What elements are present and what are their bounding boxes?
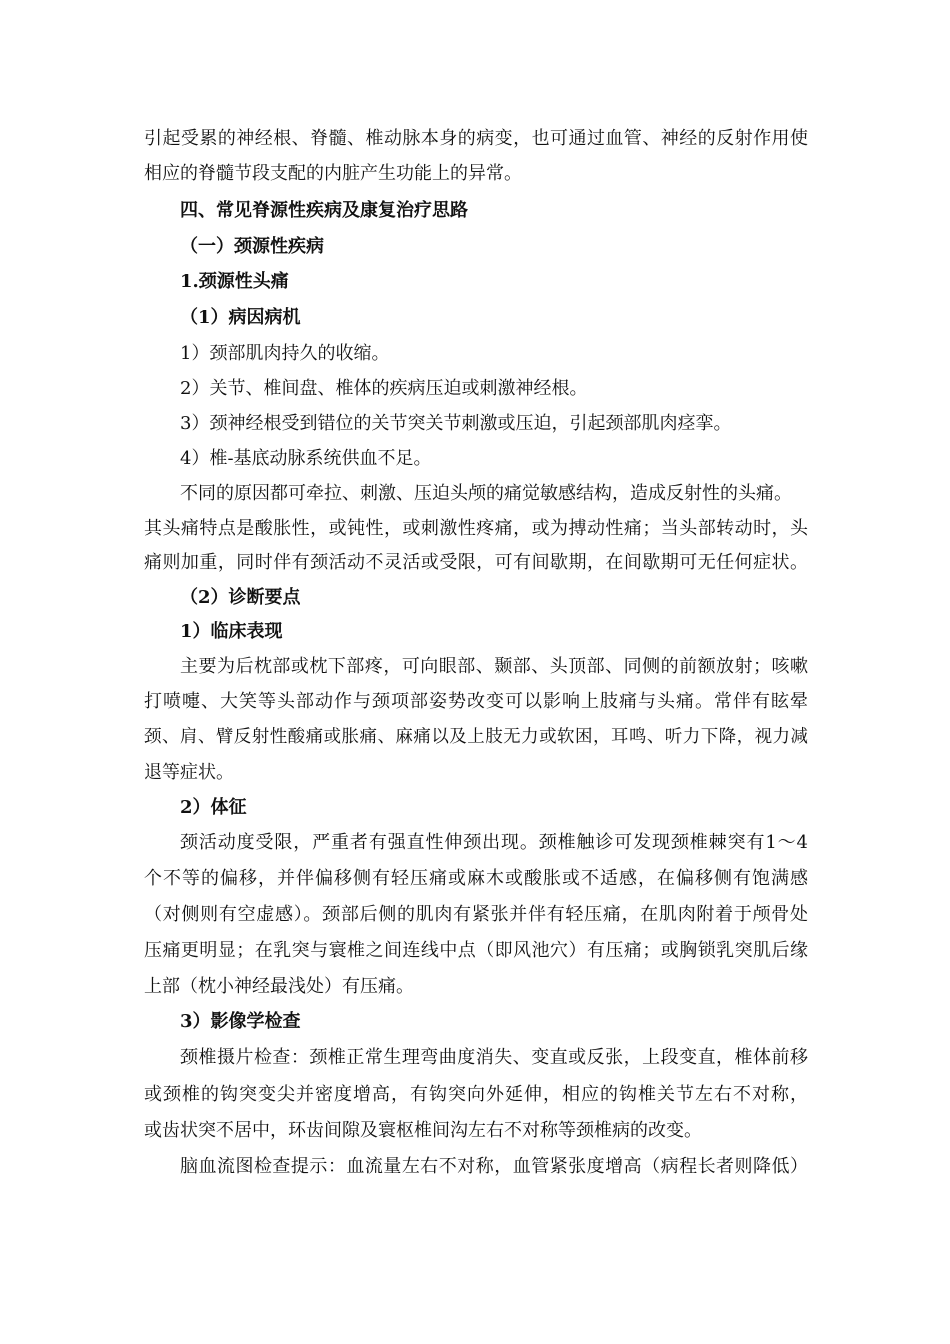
paragraph-line: 或颈椎的钩突变尖并密度增高，有钩突向外延伸，相应的钩椎关节左右不对称， [144, 1084, 808, 1105]
paragraph-line: 打喷嚏、大笑等头部动作与颈项部姿势改变可以影响上肢痛与头痛。常伴有眩晕 [144, 691, 808, 712]
paragraph-line: 引起受累的神经根、脊髓、椎动脉本身的病变，也可通过血管、神经的反射作用使 [144, 128, 808, 149]
subtopic-heading: 3）影像学检查 [180, 1011, 301, 1032]
subtopic-heading: 2）体征 [180, 797, 247, 818]
paragraph-line: 颈活动度受限，严重者有强直性伸颈出现。颈椎触诊可发现颈椎棘突有1～4 [180, 832, 808, 853]
paragraph-line: 颈椎摄片检查：颈椎正常生理弯曲度消失、变直或反张，上段变直，椎体前移 [180, 1047, 808, 1068]
paragraph-line: 主要为后枕部或枕下部疼，可向眼部、颞部、头顶部、同侧的前额放射；咳嗽 [180, 656, 808, 677]
subtopic-heading: （2）诊断要点 [180, 587, 301, 608]
paragraph-line: 不同的原因都可牵拉、刺激、压迫头颅的痛觉敏感结构，造成反射性的头痛。 [180, 483, 792, 504]
topic-heading: 1.颈源性头痛 [180, 271, 289, 292]
subtopic-heading: 1）临床表现 [180, 621, 283, 642]
subtopic-heading: （1）病因病机 [180, 307, 301, 328]
paragraph-line: 个不等的偏移，并伴偏移侧有轻压痛或麻木或酸胀或不适感，在偏移侧有饱满感 [144, 868, 808, 889]
paragraph-line: 脑血流图检查提示：血流量左右不对称，血管紧张度增高（病程长者则降低） [180, 1156, 808, 1177]
paragraph-line: （对侧则有空虚感）。颈部后侧的肌肉有紧张并伴有轻压痛，在肌肉附着于颅骨处 [144, 904, 808, 925]
paragraph-line: 压痛更明显；在乳突与寰椎之间连线中点（即风池穴）有压痛；或胸锁乳突肌后缘 [144, 940, 808, 961]
list-item: 3）颈神经根受到错位的关节突关节刺激或压迫，引起颈部肌肉痉挛。 [180, 413, 732, 434]
list-item: 4）椎-基底动脉系统供血不足。 [180, 448, 432, 469]
list-item: 1）颈部肌肉持久的收缩。 [180, 343, 390, 364]
section-heading: 四、常见脊源性疾病及康复治疗思路 [180, 200, 468, 221]
paragraph-line: 痛则加重，同时伴有颈活动不灵活或受限，可有间歇期，在间歇期可无任何症状。 [144, 552, 808, 573]
paragraph-line: 退等症状。 [144, 762, 234, 783]
paragraph-line: 颈、肩、臂反射性酸痛或胀痛、麻痛以及上肢无力或软困，耳鸣、听力下降，视力减 [144, 727, 808, 747]
paragraph-line: 或齿状突不居中，环齿间隙及寰枢椎间沟左右不对称等颈椎病的改变。 [144, 1120, 702, 1141]
paragraph-line: 其头痛特点是酸胀性，或钝性，或刺激性疼痛，或为搏动性痛；当头部转动时，头 [144, 518, 808, 539]
subsection-heading: （一）颈源性疾病 [180, 236, 324, 257]
paragraph-line: 相应的脊髓节段支配的内脏产生功能上的异常。 [144, 163, 522, 184]
paragraph-line: 上部（枕小神经最浅处）有压痛。 [144, 976, 414, 997]
list-item: 2）关节、椎间盘、椎体的疾病压迫或刺激神经根。 [180, 378, 588, 399]
